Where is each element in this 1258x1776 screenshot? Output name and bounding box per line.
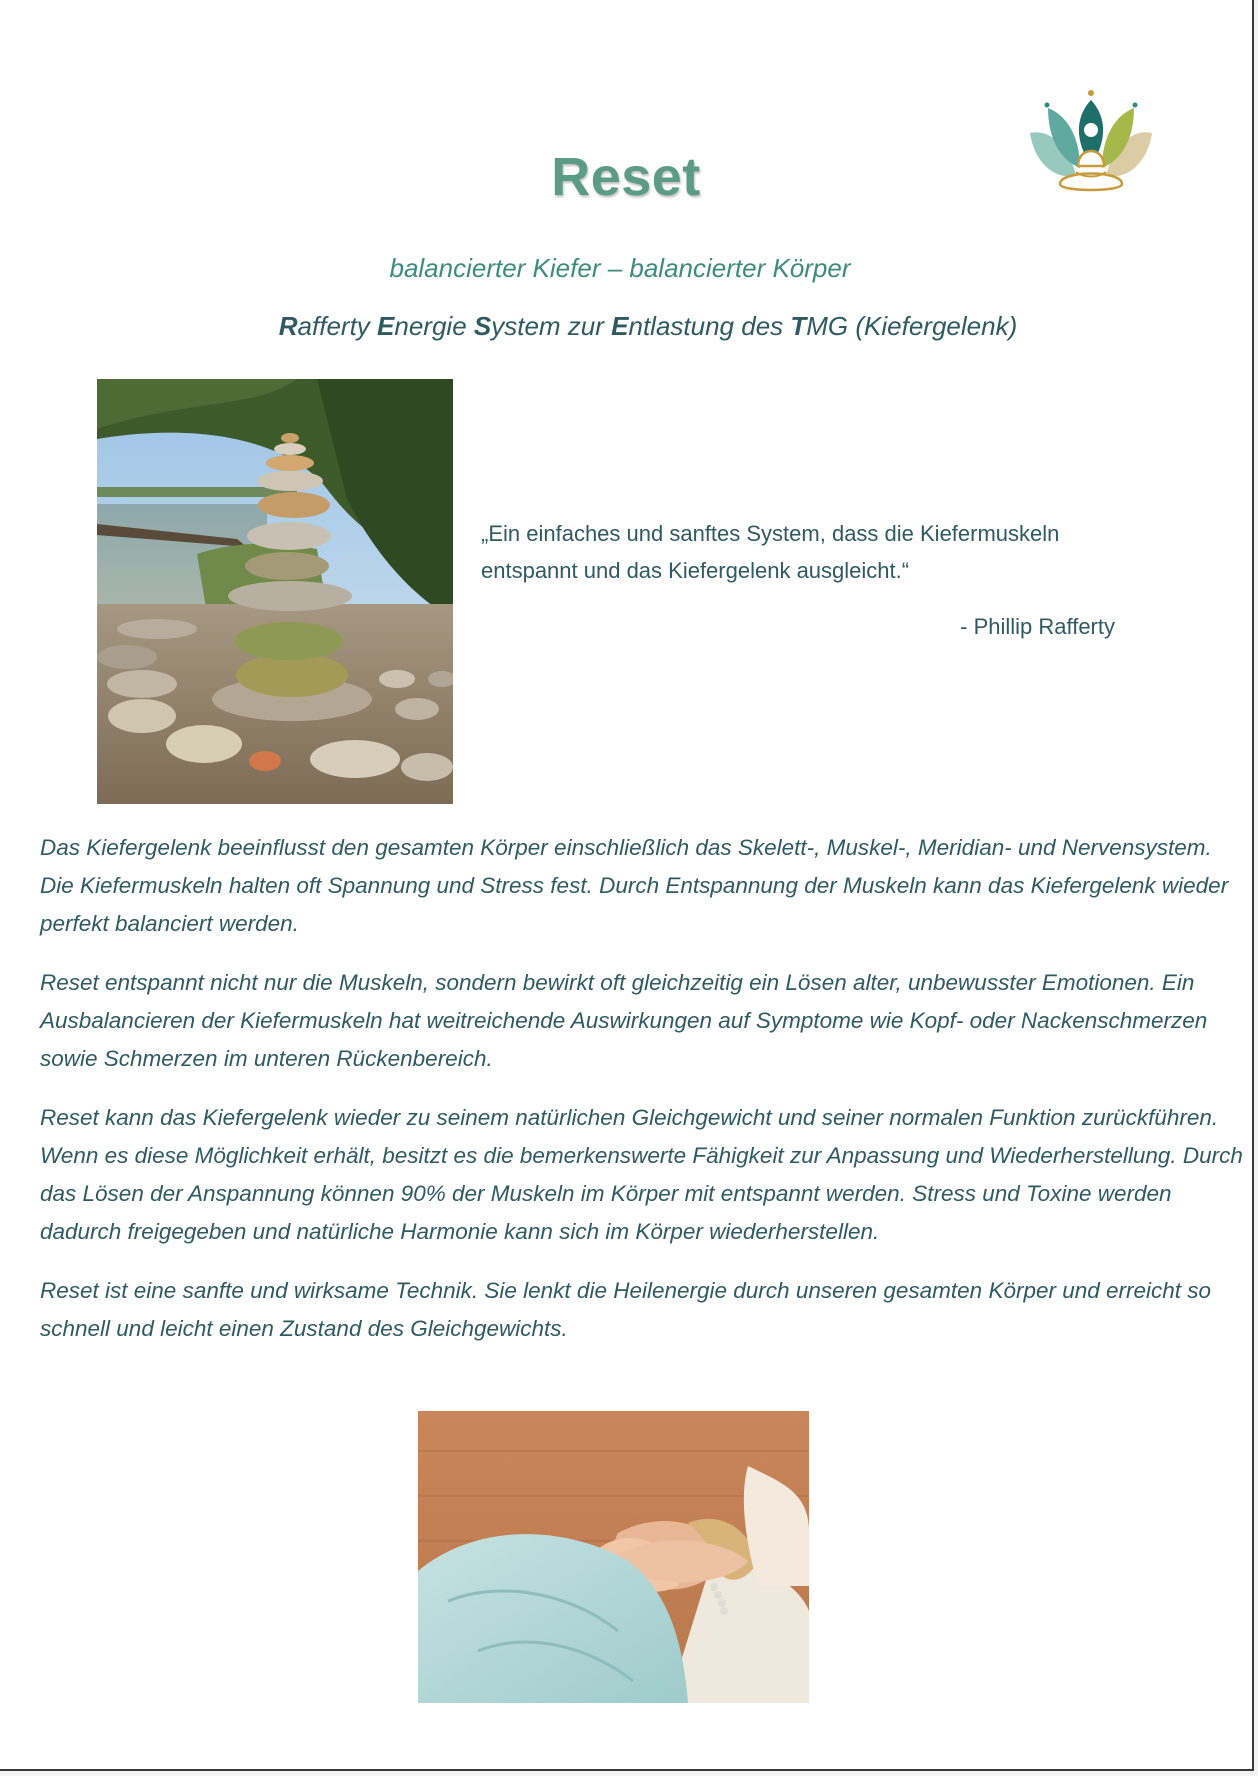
jaw-treatment-photo bbox=[418, 1411, 809, 1703]
acronym-part: System zur bbox=[473, 311, 612, 341]
acronym-part: Rafferty bbox=[278, 311, 378, 341]
page-title: Reset bbox=[551, 147, 701, 207]
acronym-part: Entlastung des bbox=[611, 311, 791, 341]
quote-text: „Ein einfaches und sanftes System, dass die Kiefermuskeln entspannt und das Kiefergelenk ausgleicht.“ bbox=[481, 521, 1060, 583]
acronym-line bbox=[0, 308, 1258, 344]
paragraph: Reset entspannt nicht nur die Muskeln, sondern bewirkt oft gleichzeitig ein Lösen alter, unbewusster Emotionen. Ein Ausbalancieren der Kiefermuskeln hat weitreichende Auswirkungen auf Symptome wie Kopf- oder Nackenschmerzen sowie Schmerzen im unteren Rückenbereich. bbox=[40, 970, 1208, 1071]
acronym-part: Energie bbox=[377, 311, 474, 341]
acronym-part: TMG (Kiefergelenk) bbox=[790, 311, 1018, 341]
stone-cairn-photo bbox=[97, 379, 453, 804]
subtitle: balancierter Kiefer – balancierter Körper bbox=[389, 253, 851, 283]
paragraph: Das Kiefergelenk beeinflusst den gesamten Körper einschließlich das Skelett-, Muskel-, Meridian- und Nervensystem. Die Kiefermuskeln halten oft Spannung und Stress fest. Durch Entspannung der Muskeln kann das Kiefergelenk wieder perfekt balanciert werden. bbox=[40, 835, 1229, 936]
paragraph: Reset ist eine sanfte und wirksame Technik. Sie lenkt die Heilenergie durch unseren gesamten Körper und erreicht so schnell und leicht einen Zustand des Gleichgewichts. bbox=[40, 1278, 1212, 1341]
quote-author: - Phillip Rafferty bbox=[960, 614, 1115, 639]
body-text bbox=[40, 829, 1245, 1369]
paragraph: Reset kann das Kiefergelenk wieder zu seinem natürlichen Gleichgewicht und seiner normalen Funktion zurückführen. Wenn es diese Möglichkeit erhält, besitzt es die bemerkenswerte Fähigkeit zur Anpassung und Wiederherstellung. Durch das Lösen der Anspannung können 90% der Muskeln im Körper mit entspannt werden. Stress und Toxine werden dadurch freigegeben und natürliche Harmonie kann sich im Körper wiederherstellen. bbox=[40, 1105, 1243, 1244]
